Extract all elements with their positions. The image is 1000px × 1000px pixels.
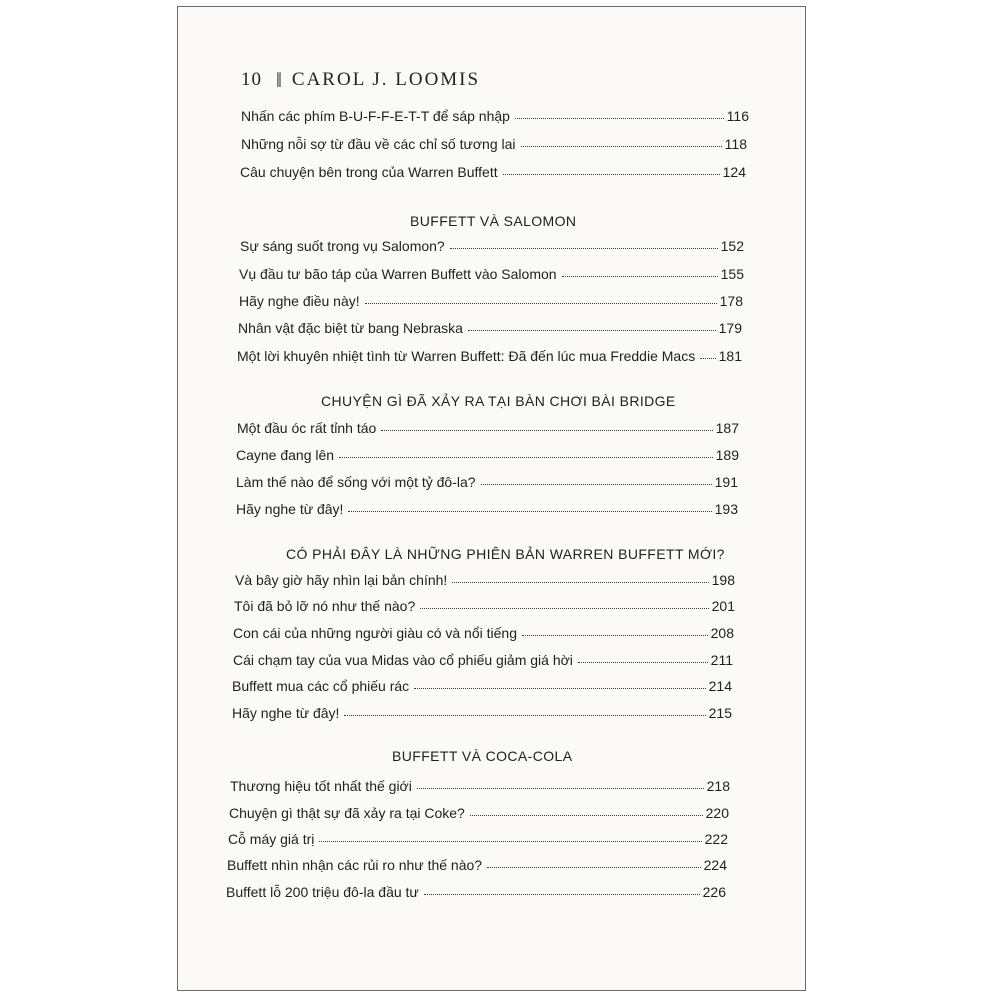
toc-entry [241, 100, 749, 124]
toc-leader-dots [344, 715, 705, 716]
toc-entry-page: 124 [722, 164, 746, 180]
toc-entry [237, 340, 742, 364]
toc-entry-title: Một lời khuyên nhiệt tình từ Warren Buffett: Đã đến lúc mua Freddie Macs [237, 348, 696, 364]
toc-leader-dots [503, 174, 720, 175]
toc-entry [239, 258, 744, 282]
toc-entry [230, 770, 730, 794]
toc-leader-dots [417, 788, 704, 789]
toc-entry [232, 670, 732, 694]
toc-entry [240, 156, 746, 180]
toc-entry [241, 128, 747, 152]
toc-entry-title: Thương hiệu tốt nhất thế giới [230, 778, 412, 794]
toc-entry-title: Hãy nghe điều này! [239, 293, 360, 309]
toc-entry-page: 211 [710, 652, 733, 668]
toc-leader-dots [521, 146, 722, 147]
toc-entry-page: 118 [724, 136, 747, 152]
toc-entry [236, 466, 738, 490]
toc-entry-title: Nhân vật đặc biệt từ bang Nebraska [238, 320, 463, 336]
toc-entry-title: Làm thế nào để sống với một tỷ đô-la? [236, 474, 476, 490]
toc-entry [240, 230, 744, 254]
toc-entry [237, 412, 739, 436]
toc-leader-dots [481, 484, 712, 485]
toc-leader-dots [700, 358, 715, 359]
toc-entry-page: 187 [715, 420, 739, 436]
toc-entry-title: Những nỗi sợ từ đầu về các chỉ số tương lai [241, 136, 516, 152]
toc-entry-page: 218 [706, 778, 730, 794]
toc-entry-page: 181 [718, 348, 742, 364]
toc-entry-title: Tôi đã bỏ lỡ nó như thế nào? [234, 598, 416, 614]
section-heading: BUFFETT VÀ COCA-COLA [392, 748, 573, 764]
toc-entry-title: Chuyện gì thật sự đã xảy ra tại Coke? [229, 805, 465, 821]
toc-entry-page: 222 [704, 831, 728, 847]
section-heading: BUFFETT VÀ SALOMON [410, 213, 577, 229]
toc-entry-page: 220 [705, 805, 729, 821]
toc-entry-title: Và bây giờ hãy nhìn lại bản chính! [235, 572, 448, 588]
toc-entry-page: 208 [710, 625, 734, 641]
author-name: CAROL J. LOOMIS [291, 69, 481, 90]
toc-leader-dots [414, 688, 705, 689]
section-heading: CÓ PHẢI ĐÂY LÀ NHỮNG PHIÊN BẢN WARREN BUFFETT MỚI? [286, 546, 725, 562]
toc-entry-page: 152 [720, 238, 744, 254]
header-separator: ‖ [276, 67, 280, 92]
toc-entry [233, 644, 733, 668]
toc-entry-page: 226 [702, 884, 726, 900]
toc-entry [227, 849, 727, 873]
toc-leader-dots [424, 894, 700, 895]
toc-leader-dots [562, 276, 718, 277]
toc-entry-page: 214 [708, 678, 732, 694]
toc-entry-page: 193 [714, 501, 738, 517]
toc-entry-page: 189 [715, 447, 739, 463]
toc-entry [233, 617, 734, 641]
toc-entry-title: Câu chuyện bên trong của Warren Buffett [240, 164, 498, 180]
section-heading: CHUYỆN GÌ ĐÃ XẢY RA TẠI BÀN CHƠI BÀI BRIDGE [321, 393, 676, 409]
toc-entry-page: 179 [718, 320, 742, 336]
toc-entry-title: Nhấn các phím B-U-F-F-E-T-T để sáp nhập [241, 108, 510, 124]
toc-entry-title: Một đầu óc rất tỉnh táo [237, 420, 377, 436]
toc-leader-dots [522, 635, 708, 636]
toc-entry [228, 823, 728, 847]
toc-leader-dots [381, 430, 712, 431]
toc-entry-title: Hãy nghe từ đây! [236, 501, 344, 517]
toc-entry-page: 201 [711, 598, 735, 614]
toc-leader-dots [515, 118, 724, 119]
toc-entry [239, 285, 743, 309]
toc-entry-title: Cái chạm tay của vua Midas vào cổ phiếu giảm giá hời [233, 652, 573, 668]
toc-leader-dots [487, 867, 701, 868]
toc-leader-dots [470, 815, 703, 816]
toc-entry-page: 155 [720, 266, 744, 282]
toc-entry-title: Con cái của những người giàu có và nổi tiếng [233, 625, 517, 641]
toc-entry [235, 564, 735, 588]
page-number: 10 [241, 69, 262, 90]
toc-entry-title: Hãy nghe từ đây! [232, 705, 340, 721]
toc-entry-title: Sự sáng suốt trong vụ Salomon? [240, 238, 445, 254]
toc-leader-dots [468, 330, 716, 331]
toc-entry [234, 590, 735, 614]
toc-entry-title: Buffett mua các cổ phiếu rác [232, 678, 410, 694]
toc-entry-title: Buffett lỗ 200 triệu đô-la đầu tư [226, 884, 419, 900]
toc-entry-page: 116 [726, 108, 749, 124]
toc-entry-page: 224 [703, 857, 727, 873]
toc-entry-title: Cayne đang lên [236, 447, 335, 463]
toc-entry-title: Cỗ máy giá trị [228, 831, 315, 847]
toc-leader-dots [420, 608, 708, 609]
toc-leader-dots [450, 248, 718, 249]
toc-entry [238, 312, 742, 336]
toc-leader-dots [578, 662, 708, 663]
toc-entry-page: 191 [714, 474, 738, 490]
toc-leader-dots [339, 457, 713, 458]
toc-entry-title: Buffett nhìn nhận các rủi ro như thế nào? [227, 857, 483, 873]
toc-leader-dots [319, 841, 701, 842]
toc-leader-dots [365, 303, 717, 304]
toc-entry-title: Vụ đầu tư bão táp của Warren Buffett vào Salomon [239, 266, 557, 282]
toc-entry [232, 697, 732, 721]
toc-entry-page: 215 [708, 705, 732, 721]
toc-leader-dots [452, 582, 708, 583]
toc-entry [236, 493, 738, 517]
toc-entry-page: 198 [711, 572, 735, 588]
toc-leader-dots [348, 511, 711, 512]
toc-entry [229, 797, 729, 821]
toc-entry [226, 876, 726, 900]
toc-entry-page: 178 [719, 293, 743, 309]
toc-entry [236, 439, 739, 463]
